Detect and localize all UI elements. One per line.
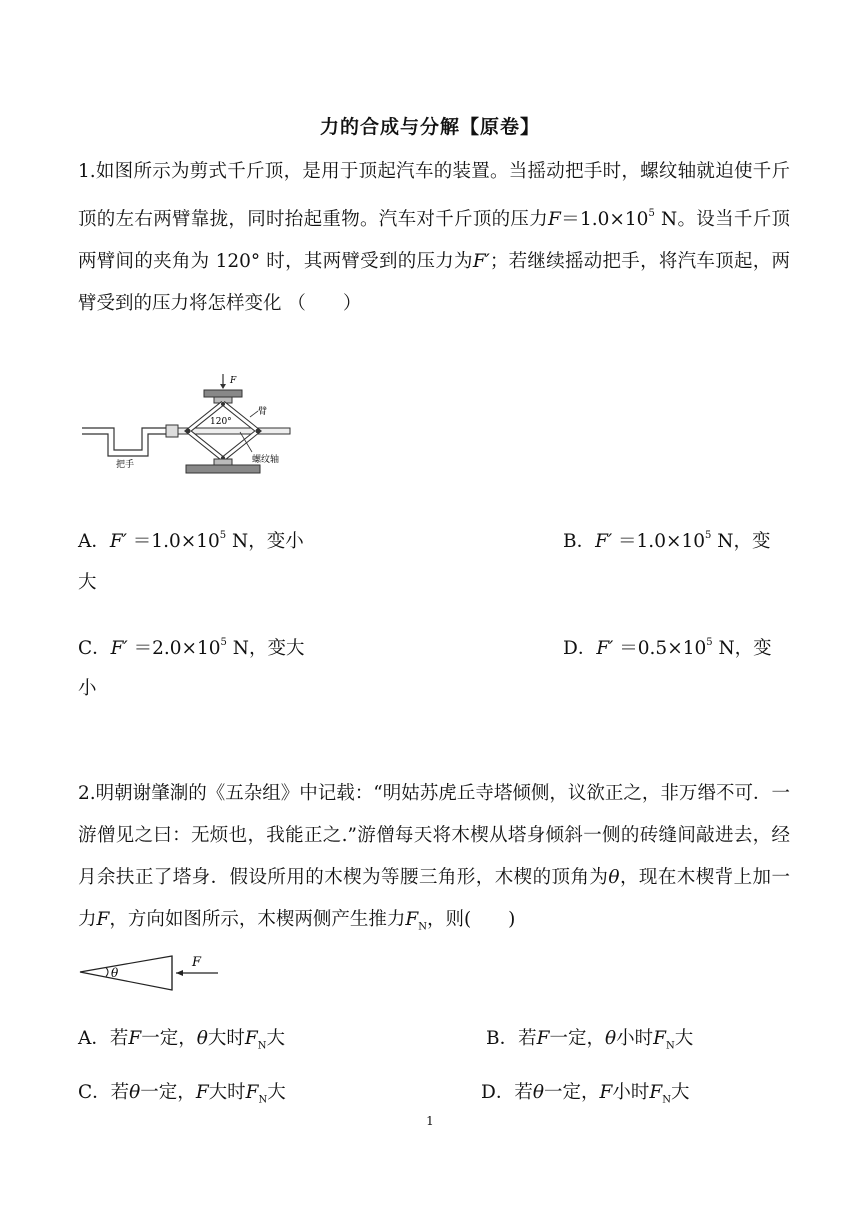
q2-option-d[interactable]: D．若θ一定，F小时$F_N$大 — [481, 1082, 690, 1106]
label-F: F — [192, 955, 202, 970]
label-angle: 120° — [210, 417, 232, 427]
label-F: F — [230, 376, 237, 386]
q1-option-a[interactable]: A．$F' =1.0\times 10^5$ N，变小 — [78, 530, 304, 552]
label-arm: 臂 — [258, 407, 268, 417]
scissor-jack-figure — [80, 370, 300, 485]
page-number: 1 — [426, 1114, 434, 1128]
q1-option-d[interactable]: D．$F' =0.5\times 10^5$ N，变 — [563, 637, 772, 659]
question-1-stem: 1.如图所示为剪式千斤顶，是用于顶起汽车的装置。当摇动把手时，螺纹轴就迫使千斤顶的左右两臂靠拢，同时抬起重物。汽车对千斤顶的压力$F=1.0\times 10^5$ N。设当千斤顶两臂间的夹角为 120° 时，其两臂受到的压力为F′；若继续摇动把手，将汽车顶起，两臂受到的压力将怎样变化 （ ） — [78, 161, 791, 314]
q2-option-c[interactable]: C．若θ一定，F大时$F_N$大 — [78, 1082, 286, 1106]
label-theta: θ — [111, 966, 119, 980]
label-handle: 把手 — [116, 460, 135, 470]
page-title: 力的合成与分解【原卷】 — [319, 116, 540, 138]
wedge-figure — [78, 952, 228, 996]
q2-option-a[interactable]: A．若F一定，θ大时$F_N$大 — [78, 1028, 285, 1052]
q1-option-b[interactable]: B．$F' =1.0\times 10^5$ N，变 — [563, 530, 771, 552]
q1-option-d-wrap: 小 — [78, 678, 97, 699]
q2-option-b[interactable]: B．若F一定，θ小时$F_N$大 — [486, 1028, 694, 1052]
q1-option-b-wrap: 大 — [78, 572, 97, 593]
label-screw: 螺纹轴 — [252, 455, 280, 465]
question-2-stem: 2.明朝谢肇淛的《五杂组》中记载：“明姑苏虎丘寺塔倾侧，议欲正之，非万缗不可．一游僧见之曰：无烦也，我能正之.”游僧每天将木楔从塔身倾斜一侧的砖缝间敲进去，经月余扶正了塔身．假设所用的木楔为等腰三角形，木楔的顶角为θ，现在木楔背上加一力F，方向如图所示，木楔两侧产生推力$F_N$，则( ) — [78, 783, 790, 933]
q1-option-c[interactable]: C．$F' =2.0\times 10^5$ N，变大 — [78, 637, 305, 659]
